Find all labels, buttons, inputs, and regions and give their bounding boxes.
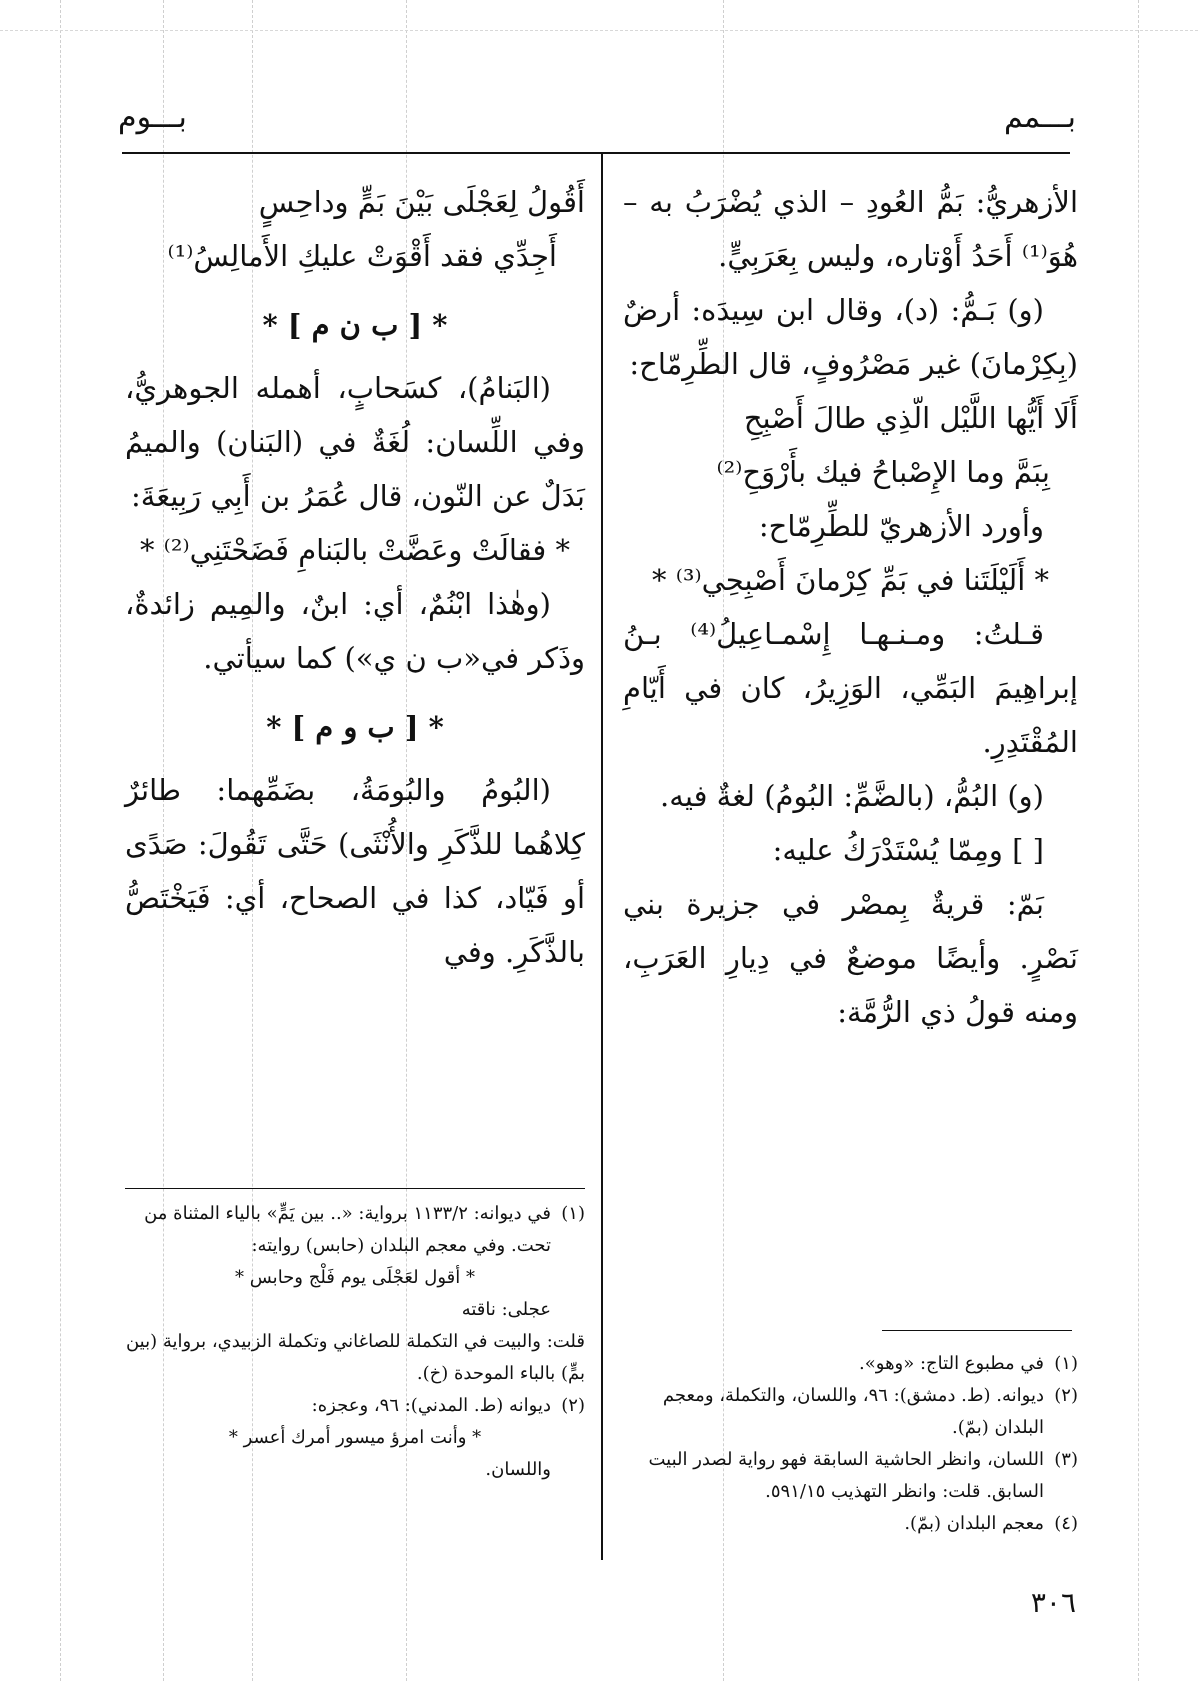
left-column <box>125 175 585 979</box>
footnote-number: (١) <box>1054 1353 1078 1374</box>
entry-paragraph: (البَنامُ)، كسَحابٍ، أهمله الجوهريُّ، وفي اللِّسان: لُغَةٌ في (البَنان) والميمُ بَدَلٌ عن النّون، قال عُمَرُ بن أَبِي رَبِيعَةَ: <box>125 371 585 513</box>
footnote-verse: * وأنت امرؤ ميسور أمرك أعسر * <box>228 1427 482 1448</box>
footnote-number: (١) <box>561 1203 585 1224</box>
verse-line: بِبَمَّ وما الإِصْباحُ فيك بأَرْوَحِ⁽²⁾ <box>716 455 1050 489</box>
footnote-text: معجم البلدان (بمّ). <box>904 1513 1044 1534</box>
entry-paragraph: (و) بَـمُّ: (د)، وقال ابن سِيدَه: أرضٌ (بِكِرْمانَ) غير مَصْرُوفٍ، قال الطِّرِمّاح: <box>623 293 1078 381</box>
verse-line: أَلَا أَيُّها اللَّيْل الّذِي طالَ أَصْبِحِ <box>743 401 1078 435</box>
footnote-rule <box>882 1330 1072 1331</box>
footnote-gloss: عجلى: ناقته <box>461 1299 551 1320</box>
entry-paragraph: وأورد الأزهريّ للطِّرِمّاح: <box>758 509 1044 543</box>
verse-line: * أَلَيْلَتَنا في بَمِّ كِرْمانَ أَصْبِحِي⁽³⁾ * <box>652 563 1049 597</box>
entry-paragraph: قـلتُ: ومـنـهـا إِسْمـاعِيلُ⁽⁴⁾ بـنُ إبراهِيمَ البَمِّي، الوَزِيرُ، كان في أَيّامِ المُقْتَدِرِ. <box>623 617 1078 759</box>
footnote-text: ديوانه. (ط. دمشق): ٩٦، واللسان، والتكملة، ومعجم البلدان (بمّ). <box>662 1385 1044 1438</box>
footnote <box>618 1508 1078 1540</box>
footnote-note: قلت: والبيت في التكملة للصاغاني وتكملة الزبيدي، برواية (بين بمٍّ) بالباء الموحدة (خ). <box>125 1331 585 1384</box>
footnote-number: (٢) <box>561 1395 585 1416</box>
entry-paragraph: [ ] ومِمّا يُسْتَدْرَكُ عليه: <box>772 833 1044 867</box>
footnote-text: في ديوانه: ١١٣٣/٢ برواية: «.. بين يَمٍّ» بالياء المثناة من تحت. وفي معجم البلدان (حابس) روايته: <box>144 1203 551 1256</box>
right-column <box>623 175 1078 1039</box>
entry-paragraph: (وهٰذا ابْنُمٌ، أي: ابنٌ، والمِيم زائدةٌ، وذَكر في«ب ن ي») كما سيأتي. <box>125 587 585 675</box>
footnote <box>618 1348 1078 1380</box>
root-heading: * [ ب و م ] * <box>266 710 444 744</box>
footnote <box>618 1380 1078 1444</box>
root-heading: * [ ب ن م ] * <box>262 308 448 342</box>
footnote <box>125 1198 585 1262</box>
footnote-text: اللسان، وانظر الحاشية السابقة فهو رواية لصدر البيت السابق. قلت: وانظر التهذيب ٥٩١/١٥. <box>648 1449 1044 1502</box>
footnote-number: (٤) <box>1054 1513 1078 1534</box>
footnote-text: في مطبوع التاج: «وهو». <box>859 1353 1044 1374</box>
page-number: ٣٠٦ <box>1030 1586 1076 1619</box>
footnote-number: (٣) <box>1054 1449 1078 1470</box>
header-root-left: بـــوم <box>118 100 187 135</box>
entry-paragraph: (و) البُمُّ، (بالضَّمِّ: البُومُ) لغةٌ فيه. <box>660 779 1044 813</box>
footnote <box>618 1444 1078 1508</box>
column-divider <box>601 152 603 1560</box>
header-rule <box>122 152 1070 154</box>
scan-guide <box>1138 0 1139 1681</box>
verse-line: أَقُولُ لِعَجْلَى بَيْنَ بَمٍّ وداحِسٍ <box>258 185 585 219</box>
footnotes-left <box>125 1198 585 1486</box>
entry-paragraph: الأزهريُّ: بَمُّ العُودِ – الذي يُضْرَبُ به – هُوَ⁽¹⁾ أَحَدُ أَوْتاره، وليس بِعَرَبِيٍّ. <box>623 185 1078 273</box>
footnotes-right <box>618 1348 1078 1540</box>
verse-line: أَجِدِّي فقد أَقْوَتْ عليكِ الأَمالِسُ⁽¹⁾ <box>167 239 557 273</box>
footnote-text: ديوانه (ط. المدني): ٩٦، وعجزه: <box>311 1395 551 1416</box>
verse-line: * فقالَتْ وعَضَّتْ بالبَنامِ فَضَحْتَنِي⁽²⁾ * <box>139 533 571 567</box>
footnote <box>125 1390 585 1422</box>
footnote-rule <box>125 1188 585 1189</box>
footnote-note: واللسان. <box>485 1459 551 1480</box>
entry-paragraph: (البُومُ والبُومَةُ، بضَمِّهما: طائرٌ كِلاهُما للذَّكَرِ والأُنْثَى) حَتَّى تَقُولَ: صَدًى أو فَيّاد، كذا في الصحاح، أي: فَيَخْتَصُّ بالذَّكَرِ. وفي <box>125 773 585 969</box>
footnote-verse: * أقول لعَجْلَى يوم فَلْج وحابس * <box>235 1267 475 1288</box>
scan-guide <box>0 30 1198 31</box>
scan-guide <box>60 0 61 1681</box>
footnote-number: (٢) <box>1054 1385 1078 1406</box>
entry-paragraph: بَمّ: قريةٌ بِمصْر في جزيرة بني نَصْرٍ. وأيضًا موضعٌ في دِيارِ العَرَبِ، ومنه قولُ ذي الرُّمَّة: <box>623 887 1078 1029</box>
header-root-right: بـــمم <box>1003 100 1076 135</box>
